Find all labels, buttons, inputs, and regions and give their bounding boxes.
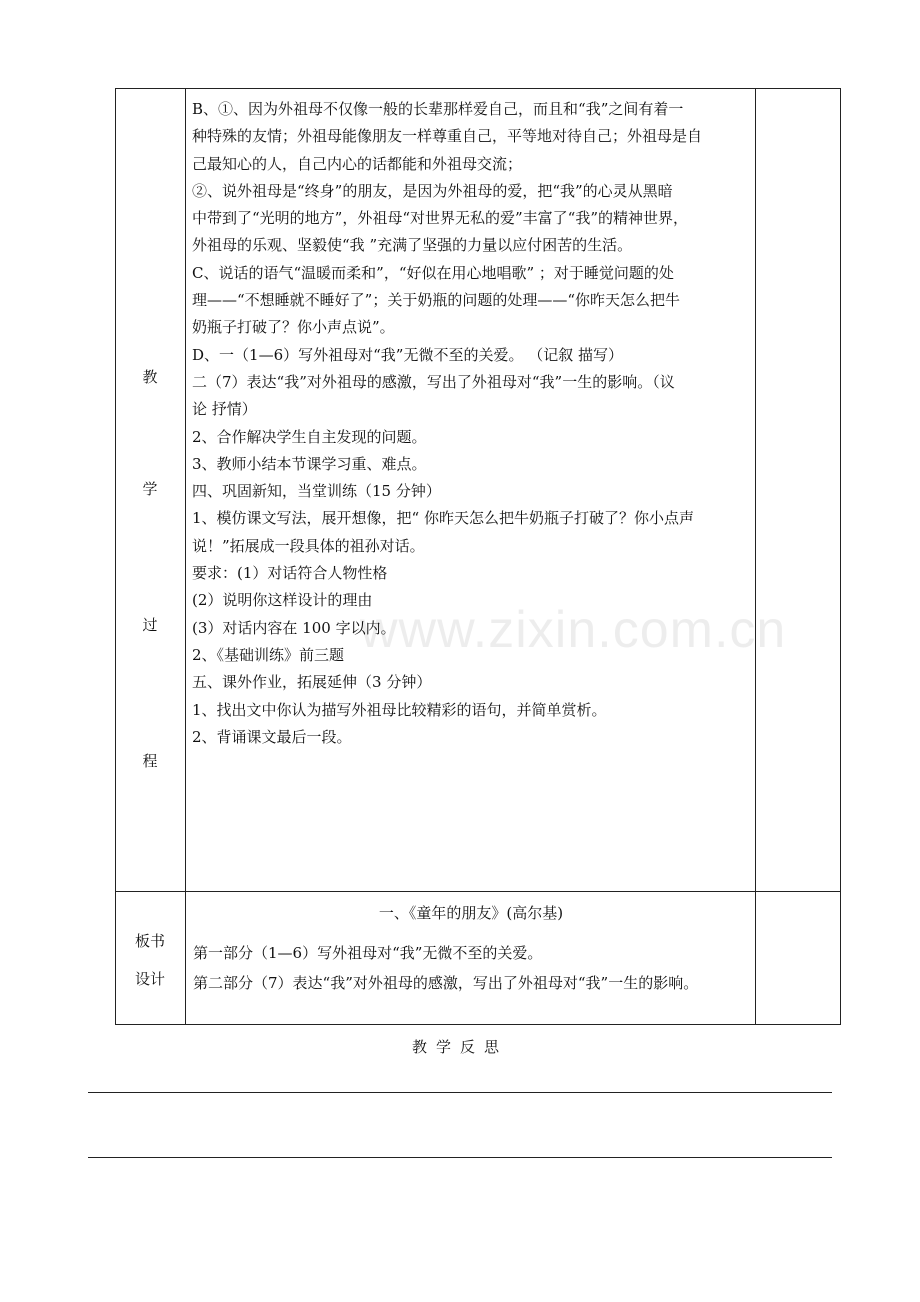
board-label-line1: 板书 <box>134 932 165 950</box>
side-label-char-1: 教 <box>142 368 158 386</box>
process-line: 2、合作解决学生自主发现的问题。 <box>192 427 427 446</box>
process-line: B、①、因为外祖母不仅像一般的长辈那样爱自己，而且和“我”之间有着一 <box>192 100 684 118</box>
process-line: 论 抒情） <box>192 400 257 419</box>
process-line: 外祖母的乐观、坚毅使“我 ”充满了坚强的力量以应付困苦的生活。 <box>192 236 633 255</box>
process-line: 种特殊的友情；外祖母能像朋友一样尊重自己，平等地对待自己；外祖母是自 <box>192 127 703 146</box>
process-line: D、一（1—6）写外祖母对“我”无微不至的关爱。 （记叙 描写） <box>192 345 623 364</box>
side-label-char-2: 学 <box>142 480 158 498</box>
watermark: www.zixin.com.cn <box>360 601 787 659</box>
process-line: 理——“不想睡就不睡好了”；关于奶瓶的问题的处理——“你昨天怎么把牛 <box>192 291 681 310</box>
process-line: 四、巩固新知，当堂训练（15 分钟） <box>192 482 441 501</box>
process-line: ②、说外祖母是“终身”的朋友，是因为外祖母的爱，把“我”的心灵从黑暗 <box>192 181 673 200</box>
reflection-rule-1 <box>88 1092 832 1093</box>
board-title: 一、《童年的朋友》(高尔基) <box>378 904 564 922</box>
reflection-heading: 教学反思 <box>411 1038 508 1056</box>
board-line-2: 第二部分（7）表达“我”对外祖母的感激，写出了外祖母对“我”一生的影响。 <box>193 974 699 992</box>
reflection-rule-2 <box>88 1157 832 1158</box>
process-line: 中带到了“光明的地方”，外祖母“对世界无私的爱”丰富了“我”的精神世界， <box>192 209 689 228</box>
process-line: 2、《基础训练》前三题 <box>192 645 345 664</box>
process-line: 1、找出文中你认为描写外祖母比较精彩的语句，并简单赏析。 <box>192 700 607 719</box>
side-label-char-4: 程 <box>142 752 158 770</box>
process-line: 己最知心的人，自己内心的话都能和外祖母交流； <box>192 154 523 173</box>
process-line: 1、模仿课文写法，展开想像，把“ 你昨天怎么把牛奶瓶子打破了？你小点声 <box>192 509 694 528</box>
process-line: 2、背诵课文最后一段。 <box>192 727 352 746</box>
process-line: 要求：(1）对话符合人物性格 <box>192 564 388 583</box>
process-line: 二（7）表达“我”对外祖母的感激，写出了外祖母对“我”一生的影响。（议 <box>192 372 675 391</box>
process-line: 说！”拓展成一段具体的祖孙对话。 <box>192 536 425 555</box>
table-row-divider <box>116 891 840 892</box>
board-line-1: 第一部分（1—6）写外祖母对“我”无微不至的关爱。 <box>193 944 543 962</box>
process-line: (3）对话内容在 100 字以内。 <box>192 618 396 637</box>
process-line: 五、课外作业，拓展延伸（3 分钟） <box>192 673 432 692</box>
table-column-divider-right <box>755 89 756 1024</box>
process-line: (2）说明你这样设计的理由 <box>192 591 373 610</box>
board-label-line2: 设计 <box>134 970 165 988</box>
table-column-divider-left <box>185 89 186 1024</box>
process-line: C、说话的语气“温暖而柔和”，“好似在用心地唱歌” ；对于睡觉问题的处 <box>192 263 674 282</box>
process-line: 3、教师小结本节课学习重、难点。 <box>192 454 427 473</box>
side-label-char-3: 过 <box>142 616 158 634</box>
process-line: 奶瓶子打破了？你小声点说”。 <box>192 318 395 337</box>
